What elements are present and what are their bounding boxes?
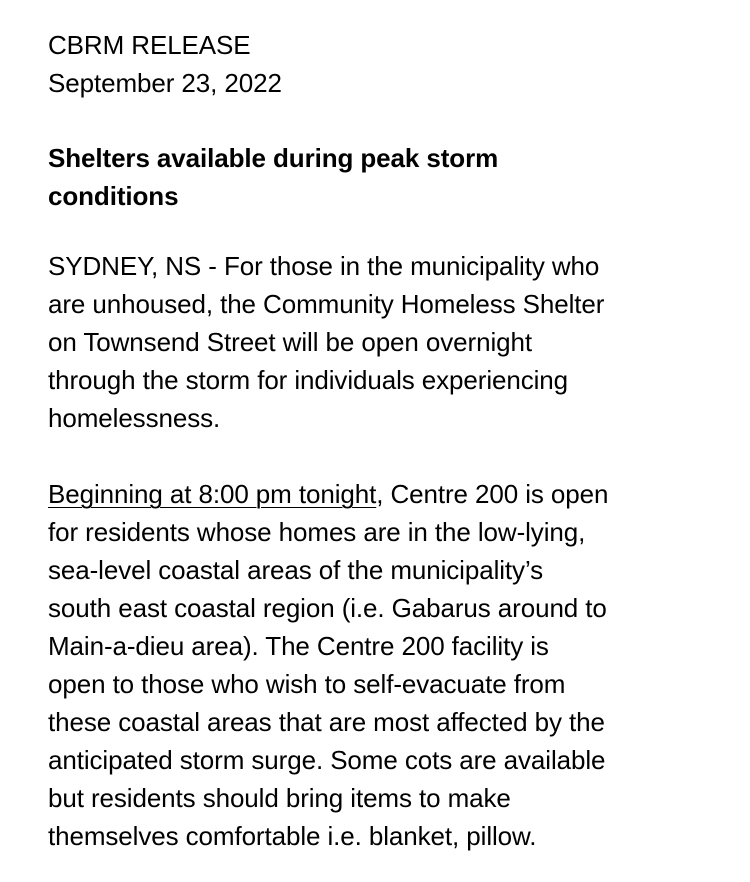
paragraph-centre-200: [48, 475, 718, 855]
press-release-document: [48, 26, 718, 855]
underlined-lead-text: Beginning at 8:00 pm tonight: [48, 479, 377, 509]
headline: [48, 139, 718, 215]
paragraph-shelter: [48, 247, 718, 437]
first-line-rest: , Centre 200 is open: [376, 479, 609, 509]
paragraph-line: on Townsend Street will be open overnight: [48, 327, 532, 357]
release-label: CBRM RELEASE: [48, 30, 251, 60]
paragraph-line: sea-level coastal areas of the municipality’s: [48, 555, 544, 585]
release-date: September 23, 2022: [48, 68, 282, 98]
paragraph-line: through the storm for individuals experiencing: [48, 365, 569, 395]
paragraph-line: south east coastal region (i.e. Gabarus around to: [48, 593, 607, 623]
paragraph-line: homelessness.: [48, 403, 221, 433]
release-header: [48, 26, 718, 102]
paragraph-line: SYDNEY, NS - For those in the municipality who: [48, 251, 600, 281]
headline-line: Shelters available during peak storm: [48, 143, 499, 173]
paragraph-line: anticipated storm surge. Some cots are available: [48, 745, 606, 775]
paragraph-first-line: [48, 475, 718, 513]
paragraph-line: for residents whose homes are in the low-lying,: [48, 517, 586, 547]
paragraph-line: these coastal areas that are most affected by the: [48, 707, 605, 737]
paragraph-line: are unhoused, the Community Homeless Shelter: [48, 289, 605, 319]
headline-line: conditions: [48, 181, 179, 211]
paragraph-line: open to those who wish to self-evacuate from: [48, 669, 566, 699]
paragraph-line: but residents should bring items to make: [48, 783, 511, 813]
paragraph-line: themselves comfortable i.e. blanket, pillow.: [48, 821, 537, 851]
paragraph-line: Main-a-dieu area). The Centre 200 facility is: [48, 631, 549, 661]
